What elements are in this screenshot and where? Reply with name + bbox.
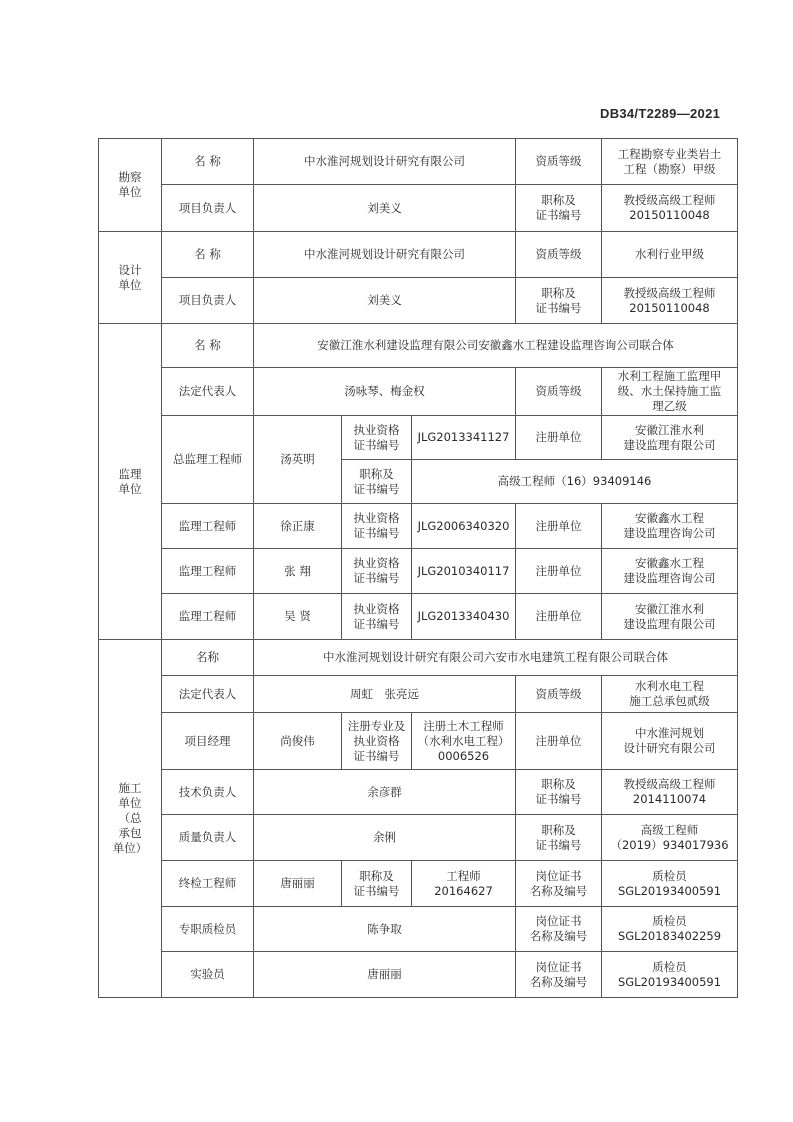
construction-qual: 水利水电工程 施工总承包贰级 xyxy=(602,676,738,713)
tech-lead-row xyxy=(99,770,738,815)
supervision-engineer-row xyxy=(99,594,738,640)
engineer-cert: JLG2006340320 xyxy=(412,504,516,549)
lab-post: 质检员 SGL20193400591 xyxy=(602,952,738,998)
survey-qual: 工程勘察专业类岩土 工程（勘察）甲级 xyxy=(602,139,738,185)
engineer-cert-label: 执业资格 证书编号 xyxy=(342,549,412,594)
final-inspector-row xyxy=(99,861,738,907)
supervision-engineer-row xyxy=(99,549,738,594)
lab-row xyxy=(99,952,738,998)
tech-title-label: 职称及 证书编号 xyxy=(516,770,602,815)
construction-name: 中水淮河规划设计研究有限公司六安市水电建筑工程有限公司联合体 xyxy=(254,640,738,676)
chief-title-label: 职称及 证书编号 xyxy=(342,460,412,504)
inspector-post: 质检员 SGL20183402259 xyxy=(602,907,738,952)
project-manager-name: 尚俊伟 xyxy=(254,713,342,770)
survey-qual-label: 资质等级 xyxy=(516,139,602,185)
design-unit-label: 设计 单位 xyxy=(99,232,162,324)
engineer-reg-label: 注册单位 xyxy=(516,504,602,549)
construction-name-label: 名称 xyxy=(162,640,254,676)
survey-name: 中水淮河规划设计研究有限公司 xyxy=(254,139,516,185)
survey-pm-label: 项目负责人 xyxy=(162,185,254,232)
final-inspector-name: 唐丽丽 xyxy=(254,861,342,907)
pm-reg: 中水淮河规划 设计研究有限公司 xyxy=(602,713,738,770)
supervision-unit-label: 监理 单位 xyxy=(99,324,162,640)
construction-unit-label: 施工 单位 （总 承包 单位） xyxy=(99,640,162,998)
engineer-reg-label: 注册单位 xyxy=(516,594,602,640)
survey-pm-row xyxy=(99,185,738,232)
final-title-label: 职称及 证书编号 xyxy=(342,861,412,907)
document-code: DB34/T2289—2021 xyxy=(600,106,721,121)
pm-reg-label: 注册单位 xyxy=(516,713,602,770)
chief-cert: JLG2013341127 xyxy=(412,416,516,460)
engineer-role: 监理工程师 xyxy=(162,594,254,640)
chief-engineer-row xyxy=(99,416,738,460)
supervision-legal-row xyxy=(99,368,738,416)
quality-lead-name: 余俐 xyxy=(254,815,516,861)
supervision-legal: 汤咏琴、梅金权 xyxy=(254,368,516,416)
construction-qual-label: 资质等级 xyxy=(516,676,602,713)
project-manager-row xyxy=(99,713,738,770)
engineer-name: 徐正康 xyxy=(254,504,342,549)
pm-cert: 注册土木工程师 （水利水电工程） 0006526 xyxy=(412,713,516,770)
quality-title-label: 职称及 证书编号 xyxy=(516,815,602,861)
quality-lead-label: 质量负责人 xyxy=(162,815,254,861)
pm-cert-label: 注册专业及 执业资格 证书编号 xyxy=(342,713,412,770)
survey-pm: 刘美义 xyxy=(254,185,516,232)
project-manager-label: 项目经理 xyxy=(162,713,254,770)
final-post-label: 岗位证书 名称及编号 xyxy=(516,861,602,907)
chief-practice-label: 执业资格 证书编号 xyxy=(342,416,412,460)
chief-engineer-name: 汤英明 xyxy=(254,416,342,504)
supervision-name: 安徽江淮水利建设监理有限公司安徽鑫水工程建设监理咨询公司联合体 xyxy=(254,324,738,368)
tech-lead-name: 余彦群 xyxy=(254,770,516,815)
construction-name-row xyxy=(99,640,738,676)
engineer-cert: JLG2010340117 xyxy=(412,549,516,594)
chief-reg-label: 注册单位 xyxy=(516,416,602,460)
engineer-reg: 安徽鑫水工程 建设监理咨询公司 xyxy=(602,549,738,594)
survey-title-label: 职称及 证书编号 xyxy=(516,185,602,232)
design-name: 中水淮河规划设计研究有限公司 xyxy=(254,232,516,278)
design-title-label: 职称及 证书编号 xyxy=(516,278,602,324)
inspector-row xyxy=(99,907,738,952)
construction-legal: 周虹 张亮远 xyxy=(254,676,516,713)
engineer-name: 张 翔 xyxy=(254,549,342,594)
construction-legal-row xyxy=(99,676,738,713)
engineer-reg: 安徽鑫水工程 建设监理咨询公司 xyxy=(602,504,738,549)
design-qual-label: 资质等级 xyxy=(516,232,602,278)
inspector-post-label: 岗位证书 名称及编号 xyxy=(516,907,602,952)
design-name-row xyxy=(99,232,738,278)
supervision-legal-label: 法定代表人 xyxy=(162,368,254,416)
project-participants-table xyxy=(98,138,738,998)
final-post: 质检员 SGL20193400591 xyxy=(602,861,738,907)
quality-title: 高级工程师 （2019）934017936 xyxy=(602,815,738,861)
engineer-reg-label: 注册单位 xyxy=(516,549,602,594)
survey-name-row xyxy=(99,139,738,185)
engineer-cert: JLG2013340430 xyxy=(412,594,516,640)
survey-unit-label: 勘察 单位 xyxy=(99,139,162,232)
inspector-label: 专职质检员 xyxy=(162,907,254,952)
design-name-label: 名 称 xyxy=(162,232,254,278)
survey-title: 教授级高级工程师 20150110048 xyxy=(602,185,738,232)
engineer-cert-label: 执业资格 证书编号 xyxy=(342,594,412,640)
lab-name: 唐丽丽 xyxy=(254,952,516,998)
supervision-name-label: 名 称 xyxy=(162,324,254,368)
engineer-cert-label: 执业资格 证书编号 xyxy=(342,504,412,549)
chief-engineer-label: 总监理工程师 xyxy=(162,416,254,504)
survey-name-label: 名 称 xyxy=(162,139,254,185)
supervision-qual: 水利工程施工监理甲 级、水土保持施工监 理乙级 xyxy=(602,368,738,416)
design-pm-label: 项目负责人 xyxy=(162,278,254,324)
engineer-role: 监理工程师 xyxy=(162,549,254,594)
supervision-engineer-row xyxy=(99,504,738,549)
design-pm: 刘美义 xyxy=(254,278,516,324)
chief-reg: 安徽江淮水利 建设监理有限公司 xyxy=(602,416,738,460)
tech-title: 教授级高级工程师 2014110074 xyxy=(602,770,738,815)
construction-legal-label: 法定代表人 xyxy=(162,676,254,713)
inspector-name: 陈争取 xyxy=(254,907,516,952)
supervision-name-row xyxy=(99,324,738,368)
final-inspector-label: 终检工程师 xyxy=(162,861,254,907)
engineer-reg: 安徽江淮水利 建设监理有限公司 xyxy=(602,594,738,640)
engineer-role: 监理工程师 xyxy=(162,504,254,549)
lab-post-label: 岗位证书 名称及编号 xyxy=(516,952,602,998)
design-pm-row xyxy=(99,278,738,324)
quality-lead-row xyxy=(99,815,738,861)
design-title: 教授级高级工程师 20150110048 xyxy=(602,278,738,324)
chief-title: 高级工程师（16）93409146 xyxy=(412,460,738,504)
tech-lead-label: 技术负责人 xyxy=(162,770,254,815)
final-title: 工程师 20164627 xyxy=(412,861,516,907)
design-qual: 水利行业甲级 xyxy=(602,232,738,278)
engineer-name: 吴 贤 xyxy=(254,594,342,640)
lab-label: 实验员 xyxy=(162,952,254,998)
supervision-qual-label: 资质等级 xyxy=(516,368,602,416)
